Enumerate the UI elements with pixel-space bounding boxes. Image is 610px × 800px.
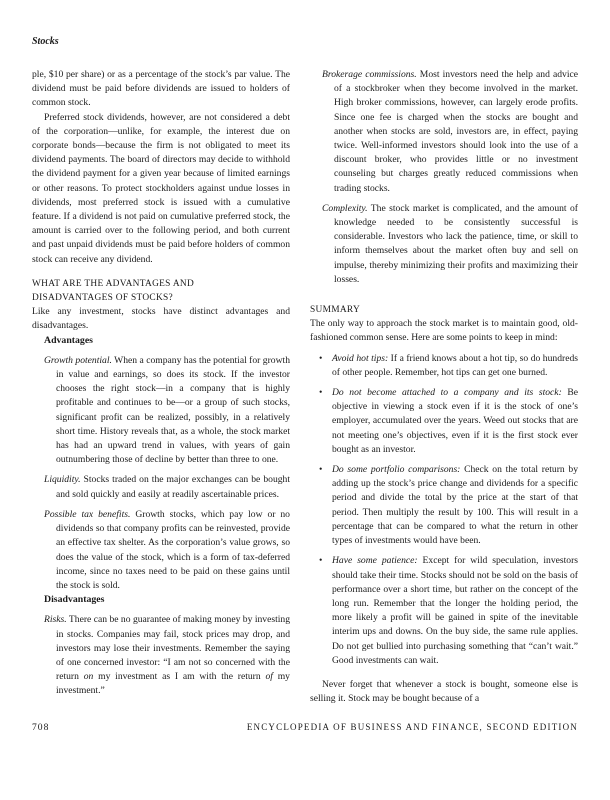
section-intro: Like any investment, stocks have distinct advantages and disadvantages. — [32, 306, 290, 332]
page-footer — [32, 722, 578, 733]
bullet-text: Check on the total return by adding up the stock’s price change and dividends for a specific period and divide the total by the price at the start of that period. Then multiply the result by 100. This will result in a percentage that can be compared to what the return in other types of investments would have been. — [332, 464, 578, 547]
entry-text: my investment as I am with the return — [93, 671, 266, 683]
entry-text: Growth stocks, which pay low or no dividends so that company profits can be reinvested, provide an effective tax shelter. As the corporation’s value grows, so does the value of the stock, which is a form of tax-deferred income, since no taxes need to be paid on these gains until the stock is sold. — [56, 508, 290, 591]
bullet-lead: Have some patience: — [332, 555, 418, 567]
bullet-portfolio-comparisons — [310, 463, 578, 548]
bullet-text: Be objective in viewing a stock even if it is the stock of one’s employer, accumulated over the years. Weed out stocks that are not meeting one’s objectives, even if it is the first stock ever bought as an investor. — [332, 387, 578, 455]
entry-growth-potential — [32, 354, 290, 468]
entry-complexity — [310, 202, 578, 287]
entry-text: There can be no guarantee of making money by investing in stocks. Companies may fail, stock prices may drop, and investors may lose their investments. Remember the saying of one concerned investor: “I am not so concerned with the return — [56, 614, 290, 683]
entry-text: Stocks traded on the major exchanges can be bought and sold quickly and easily at readily ascertainable prices. — [56, 474, 290, 500]
paragraph-par-value: ple, $10 per share) or as a percentage of the stock’s par value. The dividend must be paid before dividends are issued to holders of common stock. — [32, 69, 290, 109]
entry-brokerage-commissions — [310, 68, 578, 196]
entry-term: Complexity. — [322, 202, 368, 214]
bullet-marker: • — [319, 555, 323, 567]
bullet-marker: • — [319, 387, 323, 399]
page-number: 708 — [32, 722, 50, 733]
entry-term: Liquidity. — [44, 474, 81, 486]
summary-heading: SUMMARY — [310, 305, 361, 316]
entry-risks — [32, 613, 290, 698]
entry-liquidity — [32, 473, 290, 501]
section-heading-advantages-disadvantages — [32, 277, 290, 305]
right-column — [310, 68, 578, 706]
entry-term: Brokerage commissions. — [322, 69, 417, 80]
book-title: ENCYCLOPEDIA OF BUSINESS AND FINANCE, SECOND EDITION — [246, 722, 578, 732]
bullet-not-attached — [310, 386, 578, 457]
entry-text: The stock market is complicated, and the amount of knowledge needed to be consistently successful is considerable. Investors who lack the patience, time, or skill to inform themselves about the market often buy and sell on impulse, thereby minimizing their profits and maximizing their losses. — [334, 202, 578, 285]
left-column — [32, 68, 290, 699]
running-head: Stocks — [32, 36, 59, 47]
bullet-patience — [310, 554, 578, 668]
bullet-lead: Do some portfolio comparisons: — [332, 464, 461, 476]
entry-text: my investment.” — [56, 671, 290, 697]
summary-bullet-list — [310, 352, 578, 668]
bullet-hot-tips — [310, 352, 578, 380]
entry-term: Growth potential. — [44, 354, 112, 366]
bullet-marker: • — [319, 352, 323, 364]
entry-text: When a company has the potential for growth in value and earnings, so does its stock. If the investor chooses the right stock—in a company that is highly profitable and continues to be—or a group of such stocks, significant profit can be realized, possibly, in a relatively short time. History reveals that, as a whole, the stock market has had an upward trend in values, with years of gain outnumbering those of decline by better than three to one. — [56, 354, 290, 466]
paragraph-preferred-dividends: Preferred stock dividends, however, are not considered a debt of the corporation—unlike, for example, the interest due on corporate bonds—because the firm is not obligated to meet its dividend payments. The board of directors may decide to withhold the dividend payment for a given year because of limited earnings or other reasons. To protect stockholders against undue losses in dividends, most preferred stock is issued with a cumulative feature. If a dividend is not paid on cumulative preferred stock, the amount is carried over to the following period, and both current and past unpaid dividends must be paid before holders of common stock can receive any dividend. — [32, 111, 290, 265]
entry-term: Risks. — [44, 614, 67, 626]
bullet-text: Except for wild speculation, investors should take their time. Stocks should not be sold on the basis of performance over a short time, but rather on the concept of the long run. Remember that the longer the holding period, the more likely a profit will be gained in spite of the inevitable interim ups and downs. On the buy side, the same rule applies. Do not get bullied into purchasing something that “can’t wait.” Good investments can wait. — [332, 555, 578, 666]
bullet-marker: • — [319, 464, 323, 476]
disadvantages-heading: Disadvantages — [44, 594, 105, 606]
bullet-text: If a friend knows about a hot tip, so do hundreds of other people. Remember, hot tips can get one burned. — [332, 352, 578, 378]
section-heading-line2: DISADVANTAGES OF STOCKS? — [32, 293, 174, 304]
emphasis-of: of — [265, 671, 273, 683]
summary-intro: The only way to approach the stock market is to maintain good, old-fashioned common sense. Here are some points to keep in mind: — [310, 318, 578, 344]
bullet-lead: Avoid hot tips: — [332, 352, 389, 364]
emphasis-on: on — [83, 671, 94, 683]
entry-term: Possible tax benefits. — [44, 508, 131, 520]
section-heading-line1: WHAT ARE THE ADVANTAGES AND — [32, 278, 195, 289]
advantages-heading: Advantages — [44, 334, 93, 346]
entry-text: Most investors need the help and advice of a stockbroker when they become involved in the market. High broker commissions, however, can largely erode profits. Since one fee is charged when the stocks are bought and another when stocks are sold, investors are, in effect, paying twice. Well-informed investors should look into the use of a discount broker, who provides little or no investment counseling but charges greatly reduced commissions when trading stocks. — [334, 69, 578, 194]
closing-paragraph: Never forget that whenever a stock is bought, someone else is selling it. Stock may be bought because of a — [310, 678, 578, 705]
bullet-lead: Do not become attached to a company and its stock: — [332, 387, 562, 399]
entry-tax-benefits — [32, 508, 290, 593]
